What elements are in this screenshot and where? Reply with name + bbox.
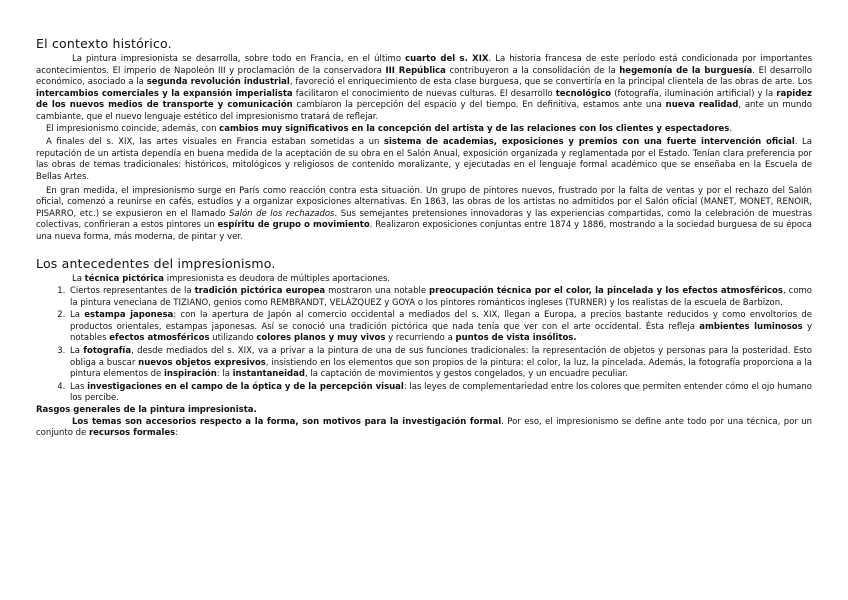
bold-text: III República	[385, 65, 446, 76]
bold-text: sistema de academias, exposiciones y premios con una fuerte intervención oficial	[383, 137, 795, 148]
text-run: La	[72, 273, 85, 284]
text-run: Ciertos representantes de la	[70, 286, 195, 297]
text-run: . Sus semejantes pretensiones innovadoras y las experiencias compartidas, como la celebración de muestras colectivas, confirieran a estos pintores un	[36, 208, 812, 231]
bold-text: estampa japonesa	[84, 310, 174, 321]
paragraph-contexto-4	[36, 186, 812, 244]
bold-text: Los temas son accesorios respecto a la forma, son motivos para la investigación formal	[72, 416, 502, 427]
bold-text: segunda revolución industrial	[146, 77, 290, 88]
bold-text: efectos atmosféricos	[109, 333, 210, 344]
bold-text: intercambios comerciales y la expansión imperialista	[36, 88, 293, 99]
bold-text: ambientes luminosos	[699, 321, 803, 332]
text-run: , ante un mundo cambiante, que el nuevo lenguaje estético del impresionismo tratará de reflejar.	[36, 100, 813, 122]
text-run: : con la apertura de Japón al comercio occidental a mediados del s. XIX, llegan a Europa, a precios bastante reducidos y como envoltorios de productos orientales, estampas japonesas. Así se conoció una tradición pictórica que nada tenía que ver con el arte occidental. Ésta refleja	[70, 310, 812, 332]
text-run: y notables	[70, 321, 813, 344]
text-run: .	[729, 123, 733, 134]
text-run: . La reputación de un artista dependía en buena medida de la aceptación de su obra en el Salón Anual, exposición organizada y reglamentada por el Estado. Tenían clara preferencia por las obras de temas tradicionales: históricos, mitológicos y religiosos de contenido moralizante, y ejecutadas en el lenguaje formal académico que se enseñaba en la Escuela de Bellas Artes.	[36, 137, 812, 182]
paragraph-antecedentes-intro	[72, 274, 812, 286]
bold-text: inspiración	[163, 369, 217, 380]
bold-text: hegemonía de la burguesía	[619, 65, 753, 76]
bold-text: puntos de vista insólitos.	[455, 333, 577, 344]
text-run: utilizando	[209, 333, 257, 344]
text-run: , insistiendo en los elementos que son propios de la pintura: el color, la luz, la pincelada. Además, la fotografía proporciona a la pintura elementos de	[70, 357, 813, 380]
bold-text: fotografía	[83, 346, 132, 357]
text-run: facilitaron el conocimiento de nuevas culturas. El desarrollo	[292, 88, 556, 99]
section-title-text: El contexto histórico	[36, 36, 168, 51]
text-run: y recurriendo a	[385, 333, 456, 344]
section-title-text: Los antecedentes del impresionismo	[36, 255, 272, 271]
section-title-dot: .	[271, 255, 276, 271]
text-run: contribuyeron a la consolidación de la	[445, 65, 620, 76]
text-run: , desde mediados del s. XIX, va a privar a la pintura de una de sus funciones tradicionales: la representación de objetos y personas para la posteridad. Esto obliga a buscar	[70, 346, 812, 368]
text-run: En gran medida, el impresionismo surge en París como reacción contra esta situación. Un grupo de pintores nuevos, frustrado por la falta de ventas y por el rechazo del Salón oficial, comenzó a reunirse en cafés, estudios y a organizar exposiciones alternativas. En 1863, las obras de los artistas no admitidos por el Salón oficial (MANET, MONET, RENOIR, PISARRO, etc.) se expusieron en el llamado	[36, 185, 812, 219]
paragraph-contexto-3	[36, 137, 812, 183]
bold-text: tradición pictórica europea	[194, 286, 326, 297]
paragraph-contexto-2	[36, 124, 812, 136]
section-title-dot: .	[167, 36, 172, 51]
text-run: La	[70, 310, 85, 321]
bold-text: nueva realidad	[665, 100, 739, 111]
text-run: . Por eso, el impresionismo se define ante todo por una técnica, por un conjunto de	[36, 416, 812, 439]
section-title-antecedentes	[36, 256, 812, 271]
bold-text: investigaciones en el campo de la óptica y de la percepción visual	[87, 381, 404, 392]
text-run: cambiaron la percepción del espacio y del tiempo. En definitiva, estamos ante una	[292, 100, 666, 111]
text-run: La pintura impresionista se desarrolla, sobre todo en Francia, en el último	[72, 54, 406, 64]
bold-text: cambios muy significativos en la concepción del artista y de las relaciones con los clientes y espectadores	[219, 123, 730, 134]
subheading-rasgos: Rasgos generales de la pintura impresionista.	[36, 405, 257, 416]
text-run: mostraron una notable	[325, 286, 430, 297]
text-run: : la	[216, 369, 233, 380]
bold-text: rapidez de los nuevos medios de transporte y comunicación	[36, 88, 812, 111]
text-run: Las	[70, 381, 88, 392]
text-run: . La historia francesa de este período está condicionada por importantes acontecimientos. El imperio de Napoleón III y proclamación de la conservadora	[36, 54, 812, 76]
text-run: , la captación de movimientos y gestos congelados, y un encuadre peculiar.	[304, 369, 628, 380]
text-run: :	[175, 428, 179, 439]
bold-text: tecnológico	[555, 88, 612, 99]
list-item	[68, 310, 812, 345]
antecedentes-list	[36, 286, 812, 405]
italic-text: Salón de los rechazados	[228, 208, 335, 219]
bold-text: preocupación técnica por el color, la pincelada y los efectos atmosféricos	[429, 286, 783, 297]
paragraph-contexto-1	[36, 54, 812, 124]
paragraph-rasgos	[36, 417, 812, 440]
list-item	[68, 286, 812, 309]
text-run: , como la pintura veneciana de TIZIANO, genios como REMBRANDT, VELÁZQUEZ y GOYA o los pintores románticos ingleses (TURNER) y los realistas de la escuela de Barbizon.	[70, 286, 812, 308]
bold-text: espíritu de grupo o movimiento	[217, 220, 370, 231]
bold-text: recursos formales	[88, 428, 176, 439]
text-run: : las leyes de complementariedad entre los colores que permiten entender cómo el ojo humano los percibe.	[70, 381, 812, 404]
bold-text: instantaneidad	[232, 369, 305, 380]
text-run: La	[70, 346, 84, 357]
list-item	[68, 346, 812, 381]
list-item	[68, 382, 812, 405]
bold-text: cuarto del s. XIX	[405, 54, 489, 64]
text-run: impresionista es deudora de múltiples aportaciones.	[164, 273, 391, 284]
bold-text: técnica pictórica	[84, 273, 165, 284]
text-run: . El desarrollo económico, asociado a la	[36, 65, 812, 88]
section-title-contexto	[36, 36, 812, 51]
text-run: , favoreció el enriquecimiento de esta clase burguesa, que se convertiría en la principal clientela de las obras de arte. Los	[289, 77, 812, 88]
text-run: (fotografía, iluminación artificial) y la	[611, 88, 777, 99]
text-run: . Realizaron exposiciones conjuntas entre 1874 y 1886, mostrando a la sociedad burguesa de su época una nueva forma, más moderna, de pintar y ver.	[36, 220, 812, 242]
bold-text: nuevos objetos expresivos	[138, 357, 266, 368]
text-run: A finales del s. XIX, las artes visuales en Francia estaban sometidas a un	[46, 137, 384, 148]
text-run: El impresionismo coincide, además, con	[46, 123, 220, 134]
bold-text: colores planos y muy vivos	[256, 333, 386, 344]
